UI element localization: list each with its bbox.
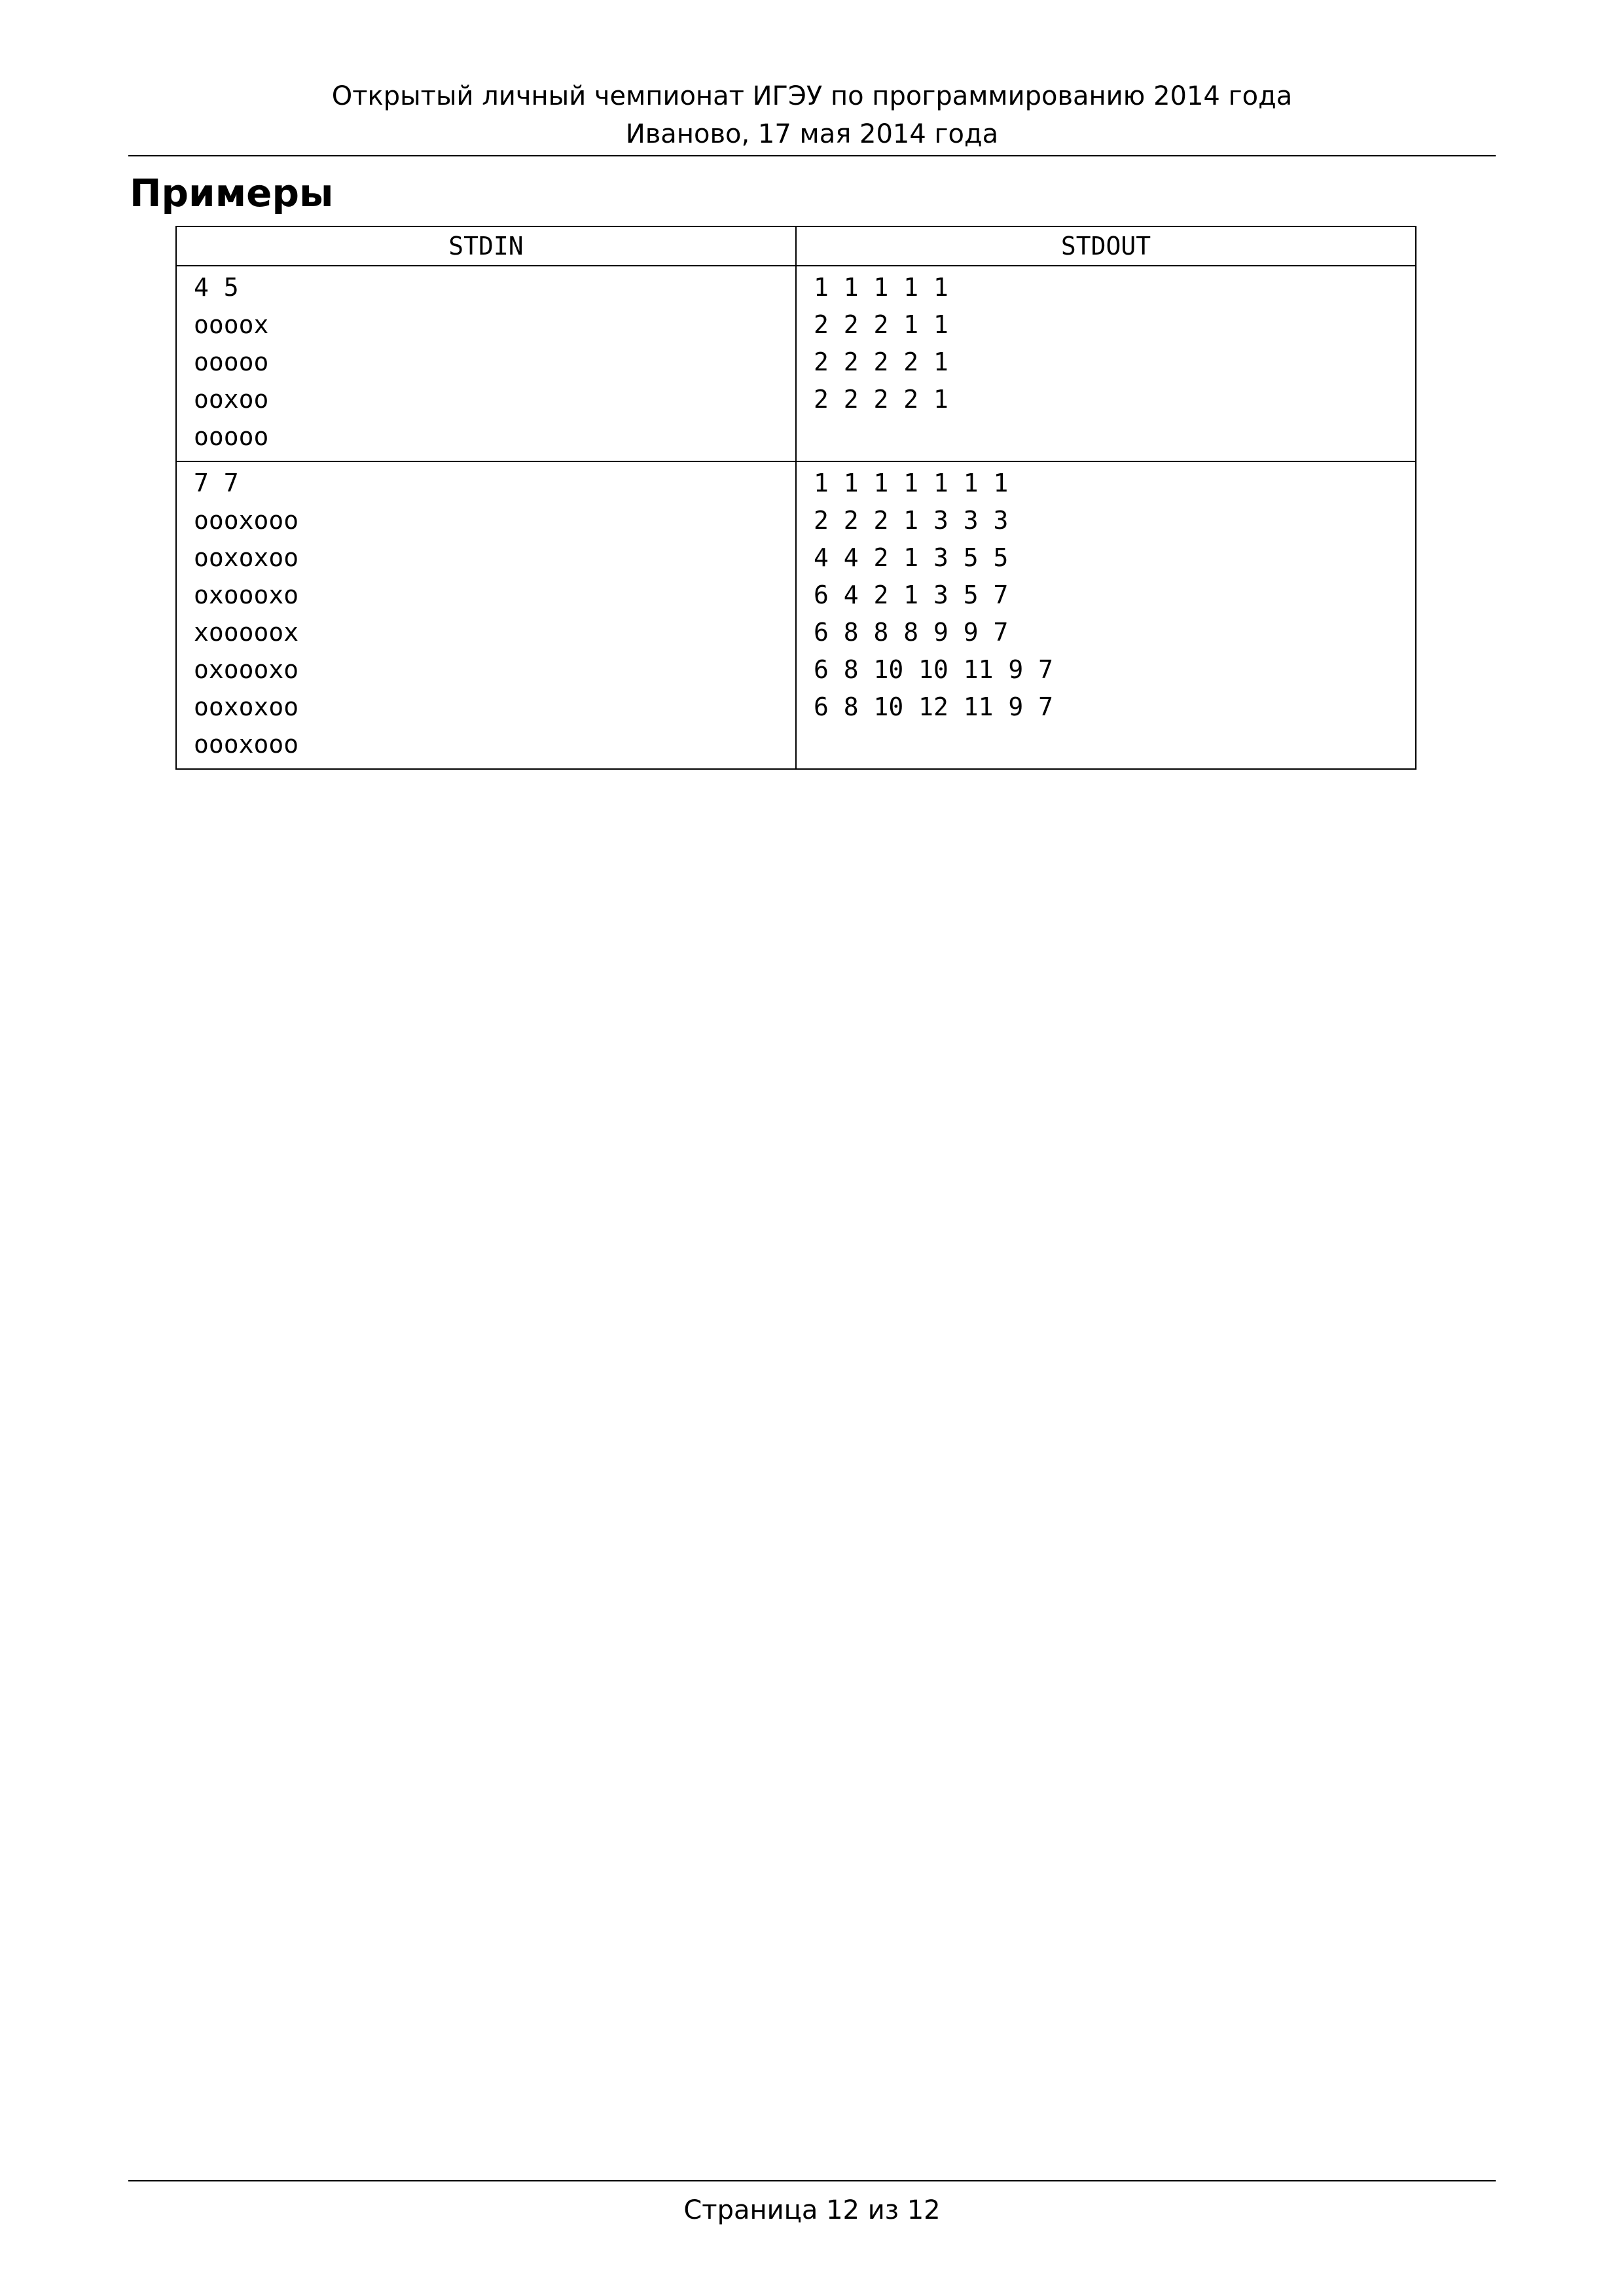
table-row [176, 266, 1416, 461]
stdout-line: 6 8 8 8 9 9 7 [814, 618, 1009, 647]
stdout-line: 1 1 1 1 1 1 1 [814, 469, 1009, 497]
header-date: Иваново, 17 мая 2014 года [625, 119, 999, 149]
stdin-line: ooxoo [194, 385, 269, 414]
stdin-line: ooxoxoo [194, 543, 299, 572]
footer-divider [128, 2180, 1496, 2181]
table-row [176, 461, 1416, 769]
header-title: Открытый личный чемпионат ИГЭУ по программированию 2014 года [331, 81, 1293, 111]
stdin-line: ooooo [194, 422, 269, 451]
stdin-line: xooooox [194, 618, 299, 647]
stdin-line: 7 7 [194, 469, 239, 497]
stdin-line: 4 5 [194, 273, 239, 302]
page-header [128, 77, 1496, 153]
column-header-stdout: STDOUT [796, 226, 1416, 266]
column-header-stdin: STDIN [176, 226, 796, 266]
stdin-cell [176, 461, 796, 769]
stdin-line: oxoooxo [194, 655, 299, 684]
page-number: Страница 12 из 12 [683, 2195, 941, 2225]
samples-table [175, 226, 1416, 770]
stdout-line: 6 8 10 12 11 9 7 [814, 692, 1054, 721]
stdin-line: oxoooxo [194, 581, 299, 609]
stdout-cell [796, 461, 1416, 769]
table-header-row [176, 226, 1416, 266]
stdin-cell [176, 266, 796, 461]
stdin-line: ooxoxoo [194, 692, 299, 721]
stdout-line: 2 2 2 2 1 [814, 348, 948, 376]
stdout-line: 2 2 2 1 1 [814, 310, 948, 339]
stdin-line: oooox [194, 310, 269, 339]
stdin-line: oooxooo [194, 506, 299, 535]
stdout-cell [796, 266, 1416, 461]
stdin-line: oooxooo [194, 730, 299, 759]
header-divider [128, 155, 1496, 156]
section-title: Примеры [130, 171, 334, 215]
stdout-line: 6 4 2 1 3 5 7 [814, 581, 1009, 609]
stdout-line: 6 8 10 10 11 9 7 [814, 655, 1054, 684]
stdout-line: 4 4 2 1 3 5 5 [814, 543, 1009, 572]
stdout-line: 2 2 2 1 3 3 3 [814, 506, 1009, 535]
stdout-line: 2 2 2 2 1 [814, 385, 948, 414]
stdin-line: ooooo [194, 348, 269, 376]
stdout-line: 1 1 1 1 1 [814, 273, 948, 302]
